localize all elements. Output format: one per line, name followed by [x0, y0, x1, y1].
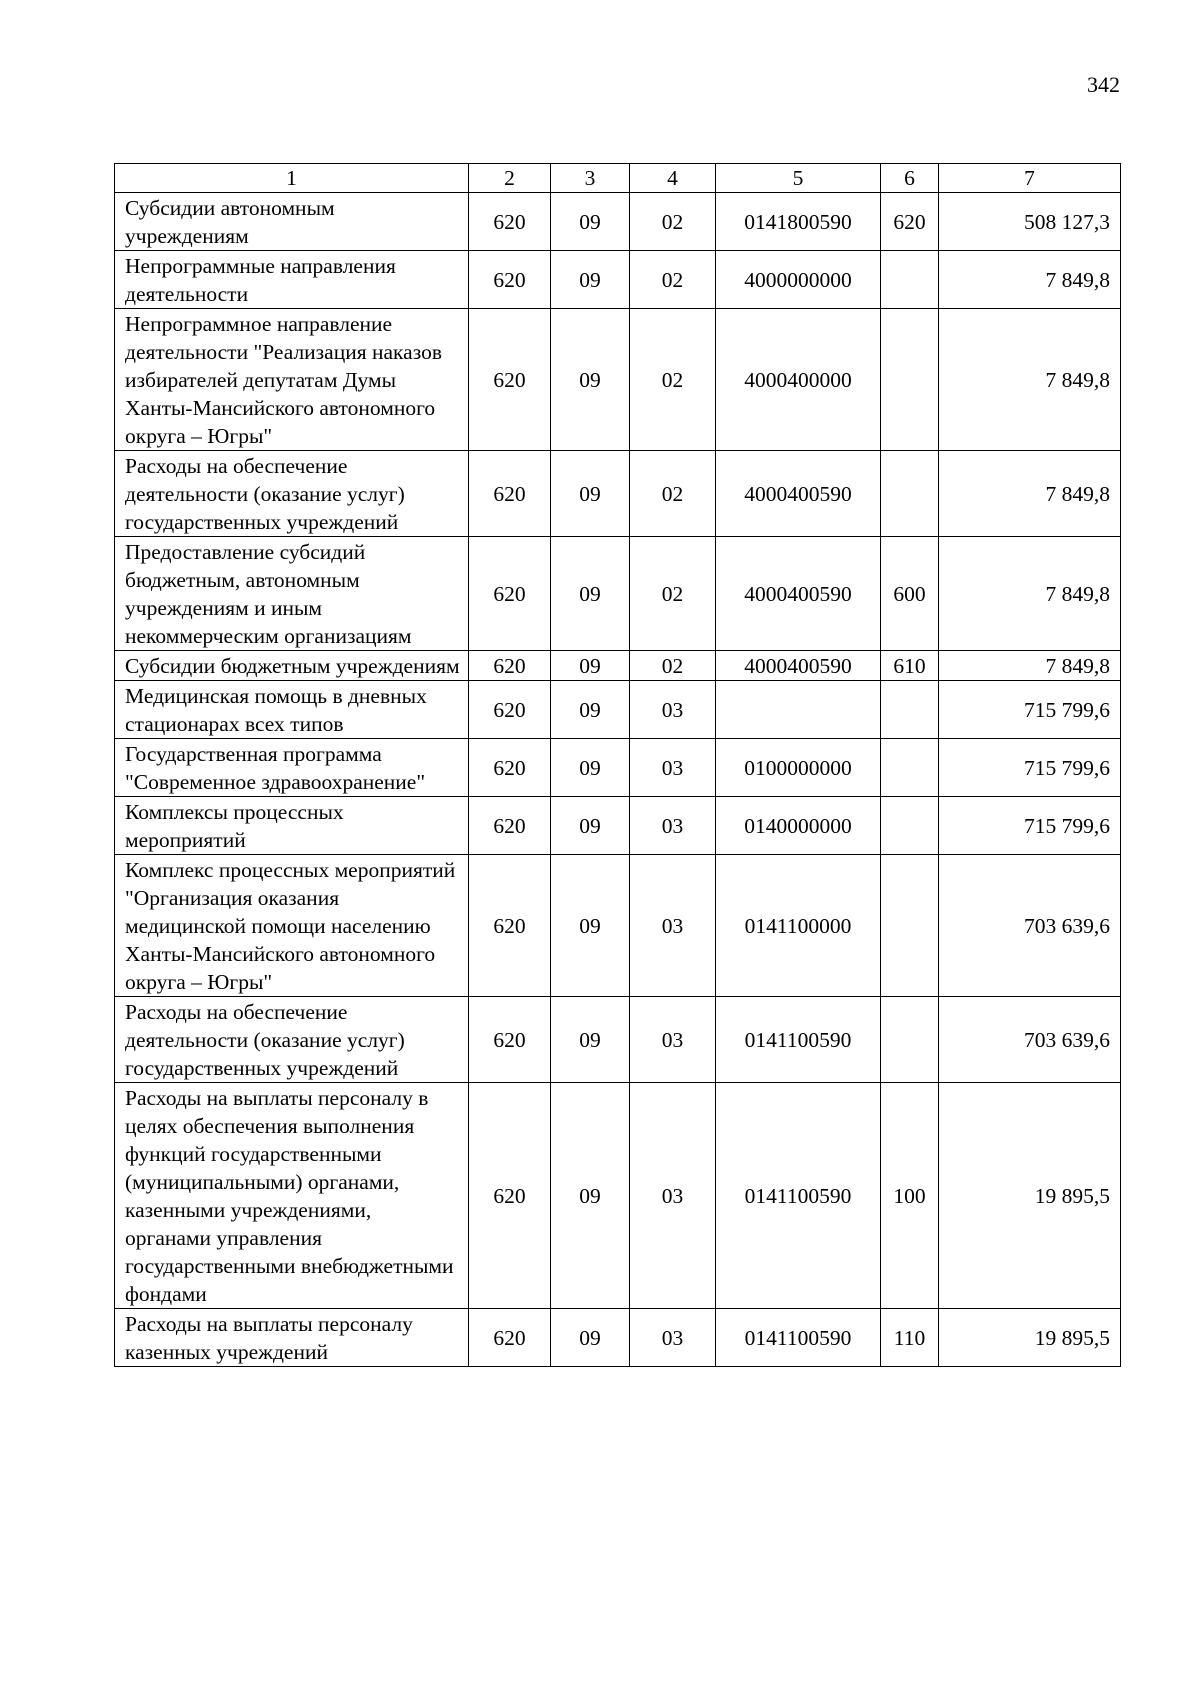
subsection-cell: 03 — [630, 1083, 716, 1309]
amount-cell: 703 639,6 — [939, 997, 1121, 1083]
expense-type-cell: 620 — [881, 193, 939, 251]
section-cell: 09 — [551, 681, 630, 739]
target-article-cell: 4000000000 — [716, 251, 881, 309]
subsection-cell: 02 — [630, 451, 716, 537]
amount-cell: 715 799,6 — [939, 797, 1121, 855]
expense-type-cell: 100 — [881, 1083, 939, 1309]
item-name: Расходы на обеспечение деятельности (оказание услуг) государственных учреждений — [115, 451, 469, 537]
subsection-cell: 03 — [630, 855, 716, 997]
item-name: Непрограммные направления деятельности — [115, 251, 469, 309]
code-cell: 620 — [469, 193, 551, 251]
target-article-cell: 0141100000 — [716, 855, 881, 997]
expense-type-cell — [881, 251, 939, 309]
expense-type-cell — [881, 309, 939, 451]
code-cell: 620 — [469, 537, 551, 651]
amount-cell: 508 127,3 — [939, 193, 1121, 251]
table-row — [115, 855, 1121, 997]
section-cell: 09 — [551, 451, 630, 537]
section-cell: 09 — [551, 797, 630, 855]
amount-cell: 7 849,8 — [939, 451, 1121, 537]
target-article-cell: 4000400000 — [716, 309, 881, 451]
item-name: Непрограммное направление деятельности "Реализация наказов избирателей депутатам Думы Ханты-Мансийского автономного округа – Югры" — [115, 309, 469, 451]
section-cell: 09 — [551, 739, 630, 797]
section-cell: 09 — [551, 309, 630, 451]
table-row — [115, 681, 1121, 739]
table-header-row — [115, 164, 1121, 193]
target-article-cell: 4000400590 — [716, 651, 881, 681]
column-header: 2 — [469, 164, 551, 193]
item-name: Субсидии автономным учреждениям — [115, 193, 469, 251]
table-row — [115, 1309, 1121, 1367]
section-cell: 09 — [551, 251, 630, 309]
subsection-cell: 02 — [630, 537, 716, 651]
amount-cell: 19 895,5 — [939, 1083, 1121, 1309]
item-name: Медицинская помощь в дневных стационарах всех типов — [115, 681, 469, 739]
column-header: 7 — [939, 164, 1121, 193]
item-name: Расходы на выплаты персоналу казенных учреждений — [115, 1309, 469, 1367]
item-name: Субсидии бюджетным учреждениям — [115, 651, 469, 681]
item-name: Расходы на выплаты персоналу в целях обеспечения выполнения функций государственными (муниципальными) органами, казенными учреждениями, органами управления государственными внебюджетными фондами — [115, 1083, 469, 1309]
target-article-cell: 0140000000 — [716, 797, 881, 855]
table-row — [115, 651, 1121, 681]
section-cell: 09 — [551, 1083, 630, 1309]
code-cell: 620 — [469, 1083, 551, 1309]
item-name: Комплекс процессных мероприятий "Организация оказания медицинской помощи населению Ханты-Мансийского автономного округа – Югры" — [115, 855, 469, 997]
section-cell: 09 — [551, 855, 630, 997]
table-row — [115, 309, 1121, 451]
code-cell: 620 — [469, 451, 551, 537]
table-row — [115, 451, 1121, 537]
table-row — [115, 537, 1121, 651]
expense-type-cell — [881, 451, 939, 537]
subsection-cell: 03 — [630, 681, 716, 739]
table-row — [115, 997, 1121, 1083]
item-name: Государственная программа "Современное здравоохранение" — [115, 739, 469, 797]
amount-cell: 715 799,6 — [939, 681, 1121, 739]
section-cell: 09 — [551, 651, 630, 681]
code-cell: 620 — [469, 651, 551, 681]
expense-type-cell — [881, 681, 939, 739]
target-article-cell: 4000400590 — [716, 537, 881, 651]
expense-type-cell: 600 — [881, 537, 939, 651]
subsection-cell: 03 — [630, 797, 716, 855]
subsection-cell: 02 — [630, 193, 716, 251]
expense-type-cell — [881, 797, 939, 855]
table-row — [115, 739, 1121, 797]
code-cell: 620 — [469, 797, 551, 855]
item-name: Предоставление субсидий бюджетным, автономным учреждениям и иным некоммерческим организациям — [115, 537, 469, 651]
subsection-cell: 03 — [630, 997, 716, 1083]
table-row — [115, 1083, 1121, 1309]
code-cell: 620 — [469, 739, 551, 797]
code-cell: 620 — [469, 251, 551, 309]
subsection-cell: 02 — [630, 309, 716, 451]
section-cell: 09 — [551, 1309, 630, 1367]
table-row — [115, 251, 1121, 309]
target-article-cell: 0100000000 — [716, 739, 881, 797]
subsection-cell: 02 — [630, 251, 716, 309]
target-article-cell: 0141100590 — [716, 997, 881, 1083]
column-header: 3 — [551, 164, 630, 193]
amount-cell: 7 849,8 — [939, 651, 1121, 681]
expense-type-cell — [881, 997, 939, 1083]
code-cell: 620 — [469, 1309, 551, 1367]
item-name: Комплексы процессных мероприятий — [115, 797, 469, 855]
code-cell: 620 — [469, 681, 551, 739]
budget-table — [114, 163, 1121, 1367]
amount-cell: 715 799,6 — [939, 739, 1121, 797]
target-article-cell: 0141100590 — [716, 1309, 881, 1367]
amount-cell: 7 849,8 — [939, 251, 1121, 309]
subsection-cell: 03 — [630, 1309, 716, 1367]
amount-cell: 703 639,6 — [939, 855, 1121, 997]
code-cell: 620 — [469, 997, 551, 1083]
page-number: 342 — [1087, 72, 1120, 97]
column-header: 5 — [716, 164, 881, 193]
expense-type-cell — [881, 739, 939, 797]
section-cell: 09 — [551, 537, 630, 651]
target-article-cell: 4000400590 — [716, 451, 881, 537]
target-article-cell — [716, 681, 881, 739]
column-header: 4 — [630, 164, 716, 193]
subsection-cell: 03 — [630, 739, 716, 797]
code-cell: 620 — [469, 855, 551, 997]
column-header: 6 — [881, 164, 939, 193]
table-row — [115, 193, 1121, 251]
amount-cell: 19 895,5 — [939, 1309, 1121, 1367]
item-name: Расходы на обеспечение деятельности (оказание услуг) государственных учреждений — [115, 997, 469, 1083]
column-header: 1 — [115, 164, 469, 193]
code-cell: 620 — [469, 309, 551, 451]
target-article-cell: 0141100590 — [716, 1083, 881, 1309]
expense-type-cell: 610 — [881, 651, 939, 681]
expense-type-cell: 110 — [881, 1309, 939, 1367]
section-cell: 09 — [551, 193, 630, 251]
amount-cell: 7 849,8 — [939, 537, 1121, 651]
subsection-cell: 02 — [630, 651, 716, 681]
target-article-cell: 0141800590 — [716, 193, 881, 251]
expense-type-cell — [881, 855, 939, 997]
amount-cell: 7 849,8 — [939, 309, 1121, 451]
section-cell: 09 — [551, 997, 630, 1083]
table-row — [115, 797, 1121, 855]
